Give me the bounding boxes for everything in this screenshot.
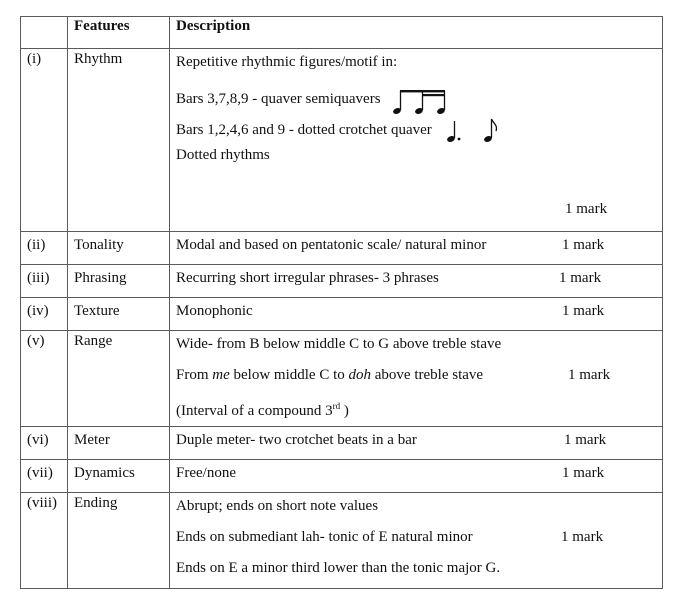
description-text: Bars 3,7,8,9 - quaver semiquavers [176,91,381,107]
description-cell [170,331,663,427]
mark-label: 1 mark [564,432,607,448]
table-row [21,265,663,298]
table-row [21,493,663,589]
header-number [21,17,68,49]
mark-label: 1 mark [562,237,605,253]
feature-name: Meter [68,427,170,460]
description-cell [170,49,663,232]
description-text: Monophonic [176,303,253,319]
description-line [176,113,656,144]
description-text: Free/none [176,465,236,481]
description-line: Repetitive rhythmic figures/motif in: [176,54,398,70]
description-line [176,364,656,395]
table-row [21,460,663,493]
description-line: Ends on E a minor third lower than the tonic major G. [176,560,501,576]
table-row [21,49,663,232]
description-line [176,395,656,426]
mark-label: 1 mark [568,367,611,383]
mark-label: 1 mark [565,201,608,217]
row-number: (viii) [21,493,68,589]
row-number: (iv) [21,298,68,331]
description-text: ) [340,403,349,419]
solfa-doh: doh [348,367,372,383]
quaver-semiquavers-notation-icon [392,88,452,116]
description-line [176,526,656,557]
table-row [21,298,663,331]
description-text: From [176,367,213,383]
description-cell [170,460,663,493]
description-cell [170,427,663,460]
description-text: Recurring short irregular phrases- 3 phrases [176,270,439,286]
feature-name: Phrasing [68,265,170,298]
table-row [21,331,663,427]
row-number: (ii) [21,232,68,265]
mark-label: 1 mark [562,303,605,319]
table-row [21,232,663,265]
description-cell [170,265,663,298]
row-number: (iii) [21,265,68,298]
mark-label: 1 mark [561,529,604,545]
description-line [176,82,656,113]
description-line: Wide- from B below middle C to G above treble stave [176,336,502,352]
description-text: (Interval of a compound 3 [176,403,333,419]
description-text: Ends on submediant lah- tonic of E natural minor [176,529,473,545]
dotted-crotchet-quaver-notation-icon [446,117,506,145]
description-text: Bars 1,2,4,6 and 9 - dotted crotchet quaver [176,122,432,138]
feature-name: Ending [68,493,170,589]
table-row [21,427,663,460]
row-number: (v) [21,331,68,427]
feature-name: Texture [68,298,170,331]
header-description: Description [170,17,663,49]
row-number: (vii) [21,460,68,493]
feature-name: Dynamics [68,460,170,493]
description-text: Duple meter- two crotchet beats in a bar [176,432,417,448]
header-features: Features [68,17,170,49]
feature-name: Tonality [68,232,170,265]
feature-name: Range [68,331,170,427]
mark-label: 1 mark [559,270,602,286]
description-text: above treble stave [371,367,484,383]
description-line: Abrupt; ends on short note values [176,498,379,514]
header-row [21,17,663,49]
marking-scheme-table [20,16,663,589]
description-text: below middle C to [229,367,349,383]
description-cell [170,232,663,265]
feature-name: Rhythm [68,49,170,232]
mark-label: 1 mark [562,465,605,481]
description-cell [170,493,663,589]
solfa-me: me [212,367,230,383]
row-number: (i) [21,49,68,232]
description-text: Modal and based on pentatonic scale/ natural minor [176,237,487,253]
description-cell [170,298,663,331]
row-number: (vi) [21,427,68,460]
description-line: Dotted rhythms [176,147,270,163]
ordinal-suffix: rd [332,401,341,411]
